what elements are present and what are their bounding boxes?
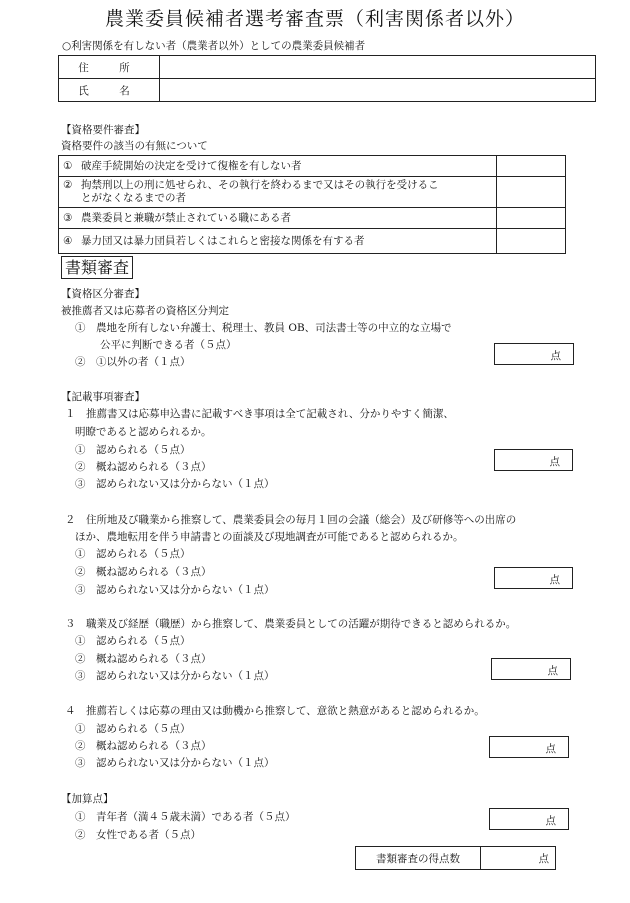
q4-option-1: ① 認められる（５点） xyxy=(75,723,191,735)
item-number: ② xyxy=(63,179,73,192)
q3-option-3: ③ 認められない又は分からない（１点） xyxy=(75,670,275,682)
category-option-2: ② ①以外の者（１点） xyxy=(75,356,191,368)
score-unit: 点 xyxy=(550,350,561,362)
person-table xyxy=(58,55,596,102)
q2-text: ２ 住所地及び職業から推察して、農業委員会の毎月１回の会議（総会）及び研修等への出席の xyxy=(65,514,517,526)
score-unit: 点 xyxy=(545,743,556,755)
name-label: 氏 名 xyxy=(59,79,160,102)
qualification-check-cell[interactable] xyxy=(497,229,566,254)
item-text: 農業委員と兼職が禁止されている職にある者 xyxy=(81,211,291,224)
bonus-heading: 【加算点】 xyxy=(61,793,114,805)
qualification-check-cell[interactable] xyxy=(497,208,566,229)
category-option-1: ① 農地を所有しない弁護士、税理士、教員 OB、司法書士等の中立的な立場で xyxy=(75,322,452,334)
score-unit: 点 xyxy=(545,815,556,827)
entries-heading: 【記載事項審査】 xyxy=(61,391,145,403)
name-row xyxy=(59,79,596,102)
item-text-cont: とがなくなるまでの者 xyxy=(81,192,186,204)
q4-score-box[interactable] xyxy=(489,736,569,758)
qualification-check-cell[interactable] xyxy=(497,156,566,177)
category-intro: 被推薦者又は応募者の資格区分判定 xyxy=(61,305,229,317)
category-score-box[interactable] xyxy=(494,343,574,365)
score-unit: 点 xyxy=(549,574,560,586)
address-row xyxy=(59,56,596,79)
q1-score-box[interactable] xyxy=(494,449,573,471)
qualification-table xyxy=(58,155,566,254)
item-number: ④ xyxy=(63,234,73,247)
score-unit: 点 xyxy=(547,665,558,677)
bonus-option-1: ① 青年者（満４５歳未満）である者（５点） xyxy=(75,811,296,823)
score-unit: 点 xyxy=(549,456,560,468)
q2-text-cont: ほか、農地転用を伴う申請書との面談及び現地調査が可能であると認められるか。 xyxy=(75,531,464,543)
name-field[interactable] xyxy=(160,79,596,102)
address-label: 住 所 xyxy=(59,56,160,79)
total-score-row xyxy=(356,847,556,870)
q1-option-2: ② 概ね認められる（３点） xyxy=(75,461,212,473)
qualification-row xyxy=(59,208,566,229)
total-score-field[interactable] xyxy=(481,847,556,870)
q1-text: １ 推薦書又は応募申込書に記載すべき事項は全て記載され、分かりやすく簡潔、 xyxy=(65,408,454,420)
category-heading: 【資格区分審査】 xyxy=(61,288,145,300)
page-title: 農業委員候補者選考審査票（利害関係者以外） xyxy=(104,8,525,30)
q2-option-2: ② 概ね認められる（３点） xyxy=(75,566,212,578)
total-score-label: 書類審査の得点数 xyxy=(356,847,481,870)
item-number: ③ xyxy=(63,211,73,224)
q3-option-1: ① 認められる（５点） xyxy=(75,635,191,647)
bonus-option-2: ② 女性である者（５点） xyxy=(75,829,201,841)
subtitle: ○利害関係を有しない者（農業者以外）としての農業委員候補者 xyxy=(62,40,366,52)
qualification-row xyxy=(59,177,566,208)
q4-text: ４ 推薦若しくは応募の理由又は動機から推察して、意欲と熱意があると認められるか。 xyxy=(65,705,485,717)
address-field[interactable] xyxy=(160,56,596,79)
item-text: 暴力団又は暴力団員若しくはこれらと密接な関係を有する者 xyxy=(81,234,365,247)
total-score-table xyxy=(355,846,556,870)
qualification-row xyxy=(59,229,566,254)
q4-option-2: ② 概ね認められる（３点） xyxy=(75,740,212,752)
q4-option-3: ③ 認められない又は分からない（１点） xyxy=(75,757,275,769)
qualification-text xyxy=(59,177,497,208)
item-number: ① xyxy=(63,159,73,172)
qualification-row xyxy=(59,156,566,177)
q2-option-3: ③ 認められない又は分からない（１点） xyxy=(75,584,275,596)
qualification-check-cell[interactable] xyxy=(497,177,566,208)
q1-option-1: ① 認められる（５点） xyxy=(75,444,191,456)
q1-option-3: ③ 認められない又は分からない（１点） xyxy=(75,478,275,490)
qualification-intro: 資格要件の該当の有無について xyxy=(61,140,208,152)
qualification-text xyxy=(59,208,497,229)
category-option-1-cont: 公平に判断できる者（５点） xyxy=(100,339,237,351)
q1-text-cont: 明瞭であると認められるか。 xyxy=(75,426,212,438)
item-text: 破産手続開始の決定を受けて復権を有しない者 xyxy=(81,159,302,172)
qualification-text xyxy=(59,229,497,254)
q3-score-box[interactable] xyxy=(491,658,571,680)
qualification-text xyxy=(59,156,497,177)
q3-text: ３ 職業及び経歴（職歴）から推察して、農業委員としての活躍が期待できると認められるか。 xyxy=(65,618,517,630)
document-review-title: 書類審査 xyxy=(61,256,133,279)
item-text: 拘禁刑以上の刑に処せられ、その執行を終わるまで又はその執行を受けるこ xyxy=(81,179,439,192)
bonus-score-box[interactable] xyxy=(489,808,569,830)
score-unit: 点 xyxy=(538,852,549,865)
qualification-heading: 【資格要件審査】 xyxy=(61,124,145,136)
q3-option-2: ② 概ね認められる（３点） xyxy=(75,653,212,665)
q2-option-1: ① 認められる（５点） xyxy=(75,548,191,560)
q2-score-box[interactable] xyxy=(494,567,573,589)
